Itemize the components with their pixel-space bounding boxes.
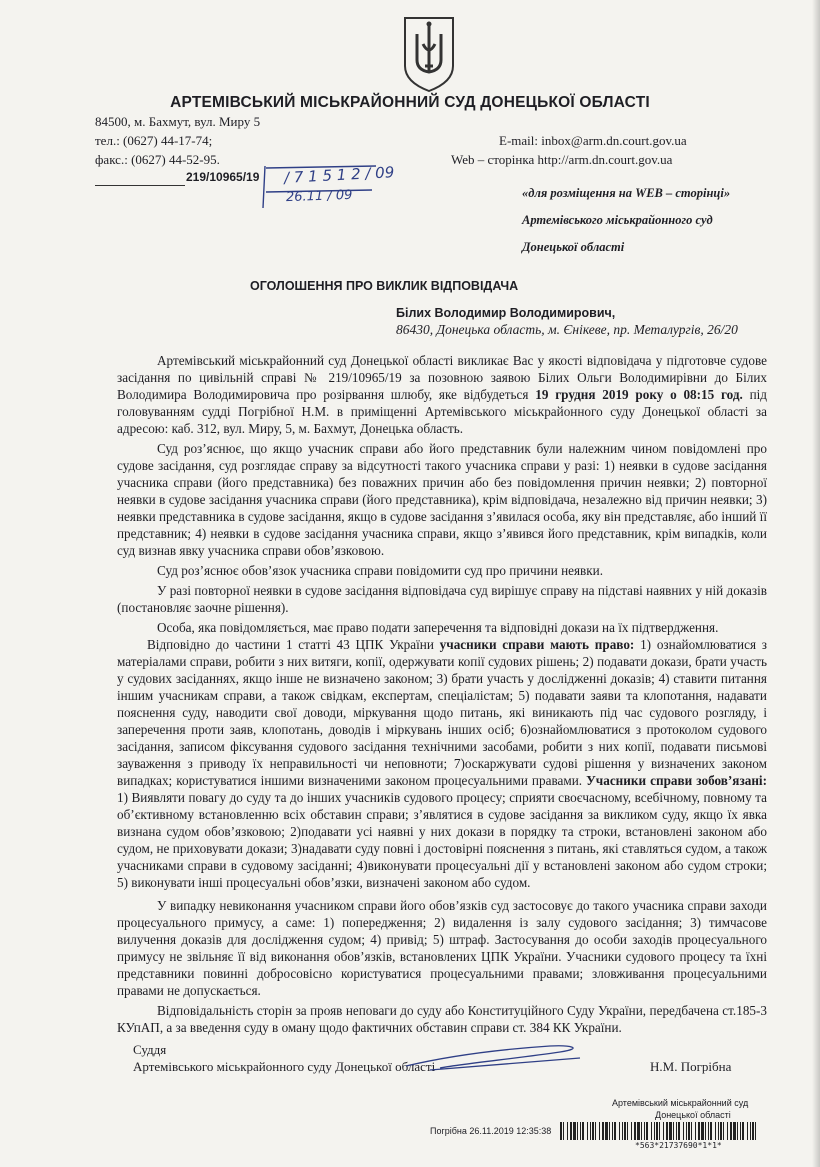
court-website: Web – сторінка http://arm.dn.court.gov.ua [451,152,673,167]
web-note-line: Артемівського міськрайонного суд [522,213,713,227]
judge-name: Н.М. Погрібна [650,1059,732,1074]
respondent-address: 86430, Донецька область, м. Єнікеве, пр. Металургів, 26/20 [396,322,738,337]
notice-title: ОГОЛОШЕННЯ ПРО ВИКЛИК ВІДПОВІДАЧА [250,279,519,293]
barcode [560,1122,760,1140]
handwritten-registration-date: 26.11 / 09 [285,187,353,206]
court-address: 84500, м. Бахмут, вул. Миру 5 [95,114,261,129]
paragraph: Особа, яка повідомляється, має право подати заперечення та відповідні докази на їх підтвердження. [157,620,719,635]
handwritten-registration-number: / 7 1 5 1 2 / 09 [283,163,395,187]
court-title: АРТЕМІВСЬКИЙ МІСЬКРАЙОННИЙ СУД ДОНЕЦЬКОЇ ОБЛАСТІ [170,94,650,111]
court-email: E-mail: inbox@arm.dn.court.gov.ua [499,133,687,148]
paragraph: У разі повторної неявки в судове засідання відповідача суд вирішує справу на підставі наявних у ній доказів (постановляє заочне рішення). [117,583,767,615]
paragraph: Відповідальність сторін за прояв неповаги до суду або Конституційного Суду України, передбачена ст.185-3 КУпАП, а за введення суду в оману щодо фактичних обставин справи ст. 384 КК України. [117,1003,767,1035]
barcode-text: *563*21737690*1*1* [635,1141,722,1150]
paragraph: У випадку невиконання учасником справи його обов’язків суд застосовує до такого учасника справи заходи процесуального примусу, а саме: 1) попередження; 2) видалення із залу судового засідання; 3) тимчасове вилучення доказів для дослідження судом; 4) привід; 5) штраф. Застосування до особи заходів процесуального примусу не звільняє її від виконання обов’язків, встановлених ЦПК України. Учасники судового процесу та їхні представники повинні добросовісно користуватися процесуальними правами; зловживання процесуальними правами не допускається. [117,898,767,998]
paragraph: Відповідно до частини 1 статті 43 ЦПК України учасники справи мають право: 1) ознайомлюватися з матеріалами справи, робити з них витяги, копії, одержувати копії судових рішень; 2) подавати докази, брати участь у судових засіданнях, якщо інше не визначено законом; 3) брати участь у дослідженні доказів; 4) ставити питання іншим учасникам справи, а також свідкам, експертам, спеціалістам; 5) подавати заяви та клопотання, надавати пояснення суду, наводити свої доводи, міркування щодо питань, які виникають під час судового розгляду, і заперечення проти заяв, клопотань, доводів і міркувань інших осіб; 6)ознайомлюватися з протоколом судового засідання, записом фіксування судового засідання технічними засобами, робити з них копії, подавати письмові зауваження з приводу їх неправильності чи неповноти; 7)оскаржувати судові рішення у визначених законом випадках; користуватися іншими визначеними законом процесуальними правами. Учасники справи зобов’язані: 1) Виявляти повагу до суду та до інших учасників судового процесу; сприяти своєчасному, всебічному, повному та об’єктивному встановленню всіх обставин справи; з’являтися в судове засідання за викликом суду, якщо їх явка визнана судом обов’язковою; 2)подавати усі наявні у них докази в порядку та строки, встановлені законом або судом, не приховувати докази; 3)надавати суду повні і достовірні пояснення з питань, які ставляться судом, а також учасниками справи в судовому засіданні; 4)виконувати процесуальні дії у встановлені законом або судом строки; 5) виконувати інші процесуальні обов’язки, визначені законом або судом. [117,637,768,890]
case-number-underline [95,171,185,186]
handwritten-signature [400,1036,590,1076]
judge-label: Суддя [133,1042,167,1057]
court-phone: тел.: (0627) 44-17-74; [95,133,213,148]
stamp-court: Артемівський міськрайонний суд [612,1098,749,1108]
judge-court: Артемівського міськрайонного суду Донецької області [133,1059,436,1074]
web-note-line: Донецької області [522,240,625,254]
paragraph: Суд роз’яснює обов’язок учасника справи повідомити суд про причини неявки. [157,563,604,578]
court-fax: факс.: (0627) 44-52-95. [95,152,220,167]
hearing-date: 19 грудня 2019 року о 08:15 год. [535,387,743,402]
stamp-registration: Погрібна 26.11.2019 12:35:38 [430,1126,552,1136]
respondent-name: Білих Володимир Володимирович, [396,306,616,320]
case-number: 219/10965/19 [186,170,260,184]
stamp-region: Донецької області [655,1110,731,1120]
paragraph: Суд роз’яснює, що якщо учасник справи або його представник були належним чином повідомлені про судове засідання, суд розглядає справу за відсутності такого учасника справи у разі: 1) неявки в судове засідання учасника справи (його представника) без поважних причин або без повідомлення причин неявки; 2) повторної неявки в судове засідання учасника справи (його представника), крім відповідача, незалежно від причин неявки; 3) неявки представника в судове засідання, якщо в судове засідання з’явилася особа, яку він представляє, або інший її представник; 4) неявки в судове засідання учасника справи, якщо з’явився його представник, крім випадків, коли суд визнав явку учасника справи обов’язковою. [117,441,767,558]
coat-of-arms-icon [401,14,457,94]
scan-edge-shadow [812,0,820,1167]
paragraph: Артемівський міськрайонний суд Донецької області викликає Вас у якості відповідача у підготовче судове засідання по цивільній справі № 219/10965/19 за позовною заявою Білих Ольги Володимирівни до Білих Володимира Володимировича про розірвання шлюбу, яке відбудеться 19 грудня 2019 року о 08:15 год. під головуванням судді Погрібної Н.М. в приміщенні Артемівського міськрайонного суду Донецької області за адресою: каб. 312, вул. Миру, 5, м. Бахмут, Донецька область. [117,353,768,436]
notice-body [117,352,767,1036]
web-note-line: «для розміщення на WEB – сторінці» [522,186,731,200]
